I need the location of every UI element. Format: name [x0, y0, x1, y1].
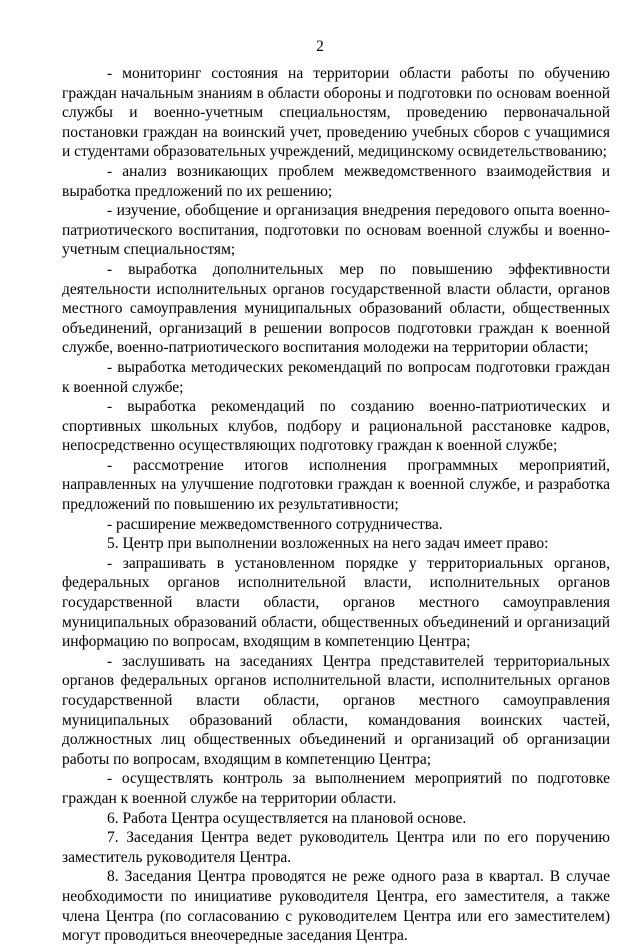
document-body	[62, 64, 610, 946]
paragraph-study: - изучение, обобщение и организация внедрения передового опыта военно-патриотического воспитания, подготовки по основам военной службы и военно-учетным специальностям;	[62, 202, 610, 259]
paragraph-hear-representatives: - заслушивать на заседаниях Центра представителей территориальных органов федеральных органов исполнительной власти, исполнительных органов государственной власти области, органов местного самоуправления муниципальных образований области, командования воинских частей, должностных лиц общественных объединений и организаций об организации работы по вопросам, входящим в компетенцию Центра;	[62, 652, 610, 768]
clause-6: 6. Работа Центра осуществляется на плановой основе.	[107, 809, 467, 827]
clause-7: 7. Заседания Центра ведет руководитель Центра или по его поручению заместитель руководителя Центра.	[62, 829, 610, 866]
clause-8: 8. Заседания Центра проводятся не реже одного раза в квартал. В случае необходимости по инициативе руководителя Центра, его заместителя, а также члена Центра (по согласованию с руководителем Центра или его заместителем) могут проводиться внеочередные заседания Центра.	[62, 868, 610, 945]
paragraph-review-results: - рассмотрение итогов исполнения программных мероприятий, направленных на улучшение подготовки граждан к военной службе, и разработка предложений по повышению их результативности;	[62, 456, 610, 514]
paragraph-cooperation: - расширение межведомственного сотрудничества.	[107, 515, 443, 533]
clause-5: 5. Центр при выполнении возложенных на него задач имеет право:	[107, 535, 549, 553]
paragraph-recommendations-clubs: - выработка рекомендаций по созданию военно-патриотических и спортивных школьных клубов, подбору и рациональной расстановке кадров, непосредственно осуществляющих подготовку граждан к военной службе;	[62, 398, 610, 455]
paragraph-additional-measures: - выработка дополнительных мер по повышению эффективности деятельности исполнительных органов государственной власти области, органов местного самоуправления муниципальных образований области, общественных объединений, организаций в решении вопросов подготовки граждан к военной службе, военно-патриотического воспитания молодежи на территории области;	[62, 260, 610, 357]
paragraph-control: - осуществлять контроль за выполнением мероприятий по подготовке граждан к военной службе на территории области.	[62, 770, 610, 807]
paragraph-methodical-recommendations: - выработка методических рекомендаций по вопросам подготовки граждан к военной службе;	[62, 358, 610, 396]
paragraph-analysis: - анализ возникающих проблем межведомственного взаимодействия и выработка предложений по их решению;	[62, 162, 610, 200]
paragraph-request-info: - запрашивать в установленном порядке у территориальных органов, федеральных органов исполнительной власти, исполнительных органов государственной власти области, органов местного самоуправления муниципальных образований области, общественных объединений и организаций информацию по вопросам, входящим в компетенцию Центра;	[62, 554, 610, 651]
page-number: 2	[316, 38, 324, 55]
paragraph-monitoring: - мониторинг состояния на территории области работы по обучению граждан начальным знаниям в области обороны и подготовки по основам военной службы и военно-учетным специальностям, проведению первоначальной постановки граждан на воинский учет, проведению учебных сборов с учащимися и студентами образовательных учреждений, медицинскому освидетельствованию;	[62, 65, 610, 161]
